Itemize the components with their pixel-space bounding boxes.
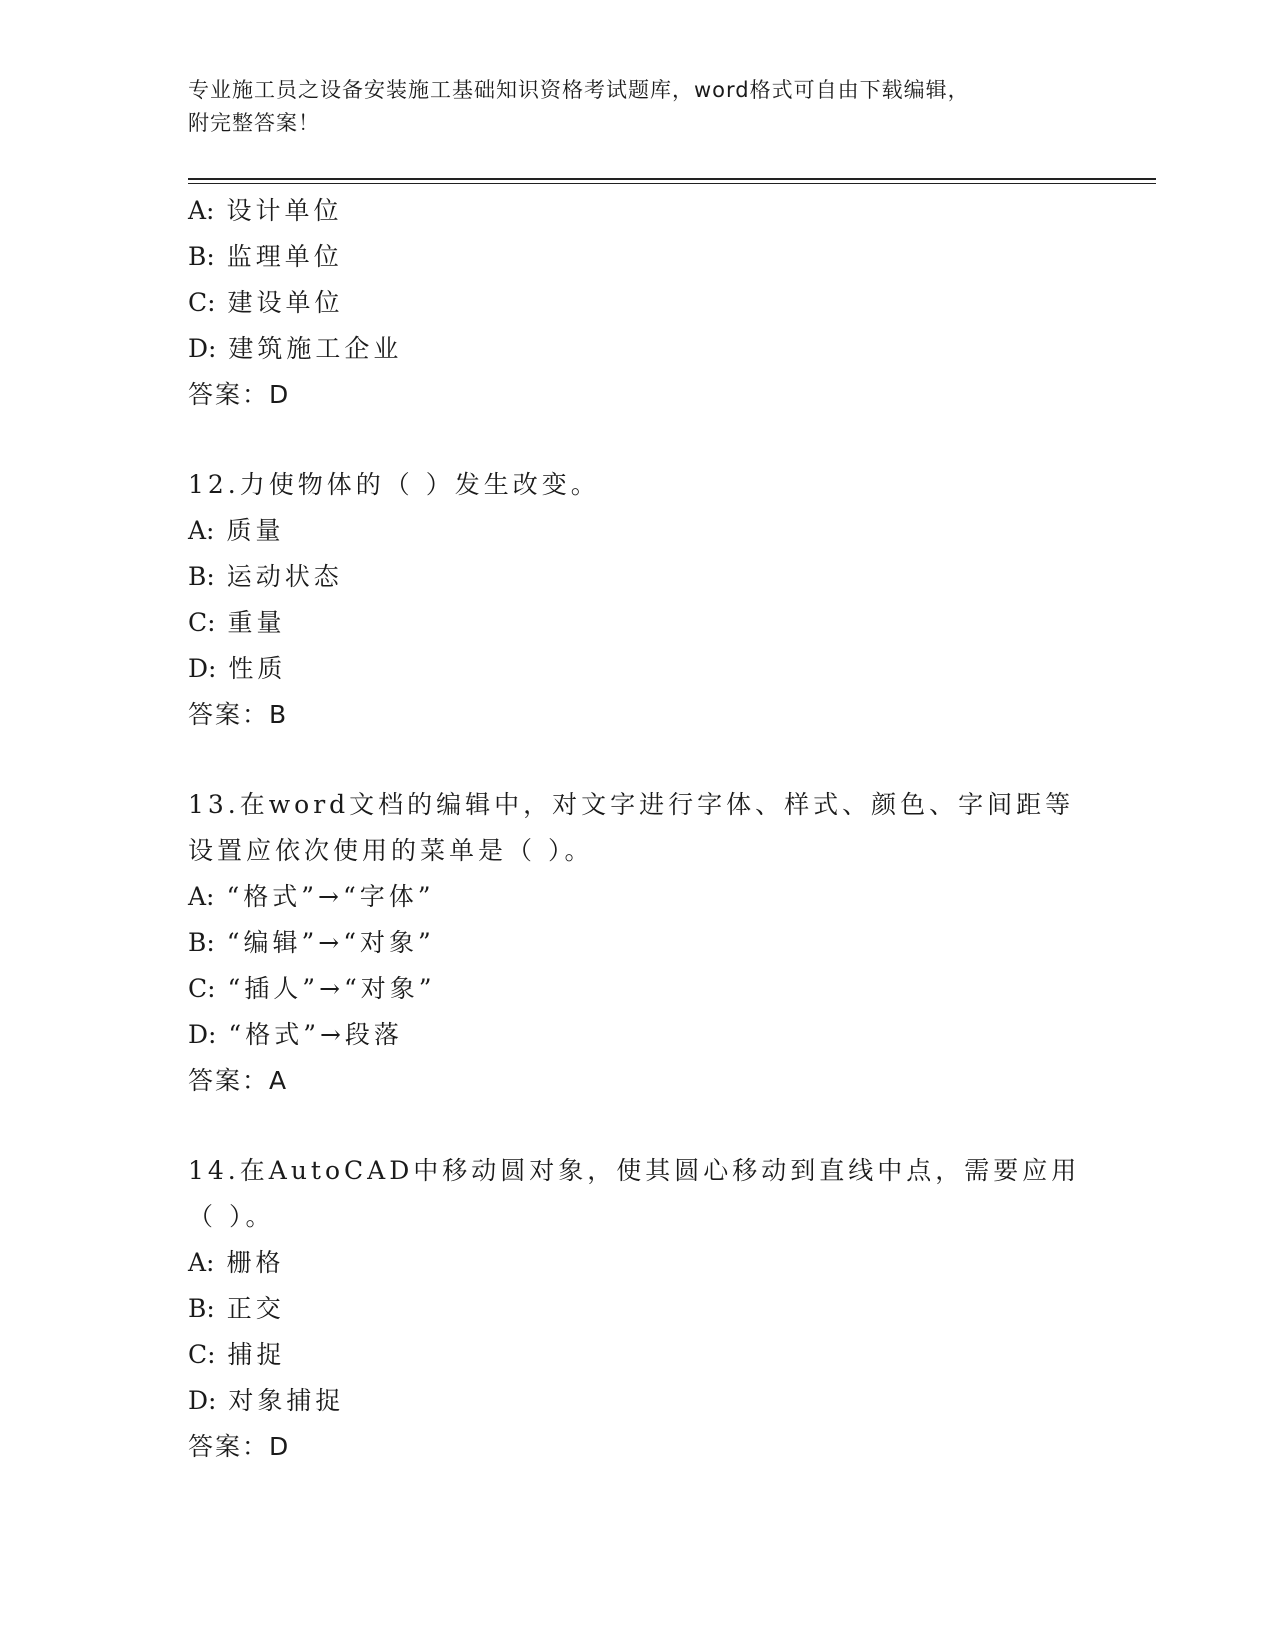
- option-a: [188, 508, 1088, 554]
- option-text: 建设单位: [227, 288, 344, 317]
- document-header: [188, 74, 1088, 140]
- option-c: [188, 600, 1088, 646]
- option-b: [188, 234, 1088, 280]
- answer-line: 答案：B: [188, 700, 289, 729]
- question-stem: 13.在word文档的编辑中，对文字进行字体、样式、颜色、字间距等设置应依次使用的菜单是（ ）。: [188, 790, 1075, 865]
- option-letter: B:: [188, 1294, 215, 1323]
- option-c: [188, 966, 1088, 1012]
- option-letter: D:: [188, 1386, 217, 1415]
- header-divider-thick: [188, 178, 1156, 180]
- option-text: “格式”→“字体”: [226, 882, 435, 911]
- answer-line: 答案：D: [188, 380, 291, 409]
- option-text: 建筑施工企业: [228, 334, 403, 363]
- option-text: 正交: [226, 1294, 285, 1323]
- option-text: “格式”→段落: [228, 1020, 403, 1049]
- header-line-1: 专业施工员之设备安装施工基础知识资格考试题库，word格式可自由下载编辑，: [188, 78, 970, 102]
- option-text: 性质: [228, 654, 287, 683]
- header-divider-thin: [188, 183, 1156, 184]
- option-letter: A:: [188, 196, 215, 225]
- option-d: [188, 1012, 1088, 1058]
- question-fragment: [188, 188, 1088, 418]
- option-text: 设计单位: [226, 196, 343, 225]
- option-d: [188, 646, 1088, 692]
- option-d: [188, 326, 1088, 372]
- option-letter: A:: [188, 1248, 215, 1277]
- option-letter: C:: [188, 288, 216, 317]
- option-c: [188, 280, 1088, 326]
- option-text: 监理单位: [226, 242, 343, 271]
- option-text: “编辑”→“对象”: [226, 928, 435, 957]
- option-letter: B:: [188, 242, 215, 271]
- option-letter: C:: [188, 608, 216, 637]
- option-a: [188, 874, 1088, 920]
- question-14: [188, 1148, 1088, 1470]
- option-a: [188, 188, 1088, 234]
- question-13: [188, 782, 1088, 1104]
- option-b: [188, 920, 1088, 966]
- question-stem: 14.在AutoCAD中移动圆对象，使其圆心移动到直线中点，需要应用（ ）。: [188, 1156, 1081, 1231]
- option-letter: C:: [188, 974, 216, 1003]
- option-letter: D:: [188, 1020, 217, 1049]
- option-c: [188, 1332, 1088, 1378]
- option-letter: A:: [188, 516, 215, 545]
- answer-line: 答案：D: [188, 1432, 291, 1461]
- option-letter: B:: [188, 928, 215, 957]
- option-text: 捕捉: [227, 1340, 286, 1369]
- option-text: 质量: [226, 516, 285, 545]
- option-letter: C:: [188, 1340, 216, 1369]
- option-letter: A:: [188, 882, 215, 911]
- answer-line: 答案：A: [188, 1066, 289, 1095]
- option-letter: D:: [188, 334, 217, 363]
- option-b: [188, 554, 1088, 600]
- option-text: 运动状态: [226, 562, 343, 591]
- option-text: 对象捕捉: [228, 1386, 345, 1415]
- question-12: [188, 462, 1088, 738]
- option-text: “插人”→“对象”: [227, 974, 436, 1003]
- option-a: [188, 1240, 1088, 1286]
- option-d: [188, 1378, 1088, 1424]
- option-text: 重量: [227, 608, 286, 637]
- option-letter: D:: [188, 654, 217, 683]
- option-letter: B:: [188, 562, 215, 591]
- option-b: [188, 1286, 1088, 1332]
- header-line-2: 附完整答案！: [188, 111, 320, 135]
- option-text: 栅格: [226, 1248, 285, 1277]
- question-list: [188, 188, 1088, 1470]
- question-stem: 12.力使物体的（ ）发生改变。: [188, 470, 600, 499]
